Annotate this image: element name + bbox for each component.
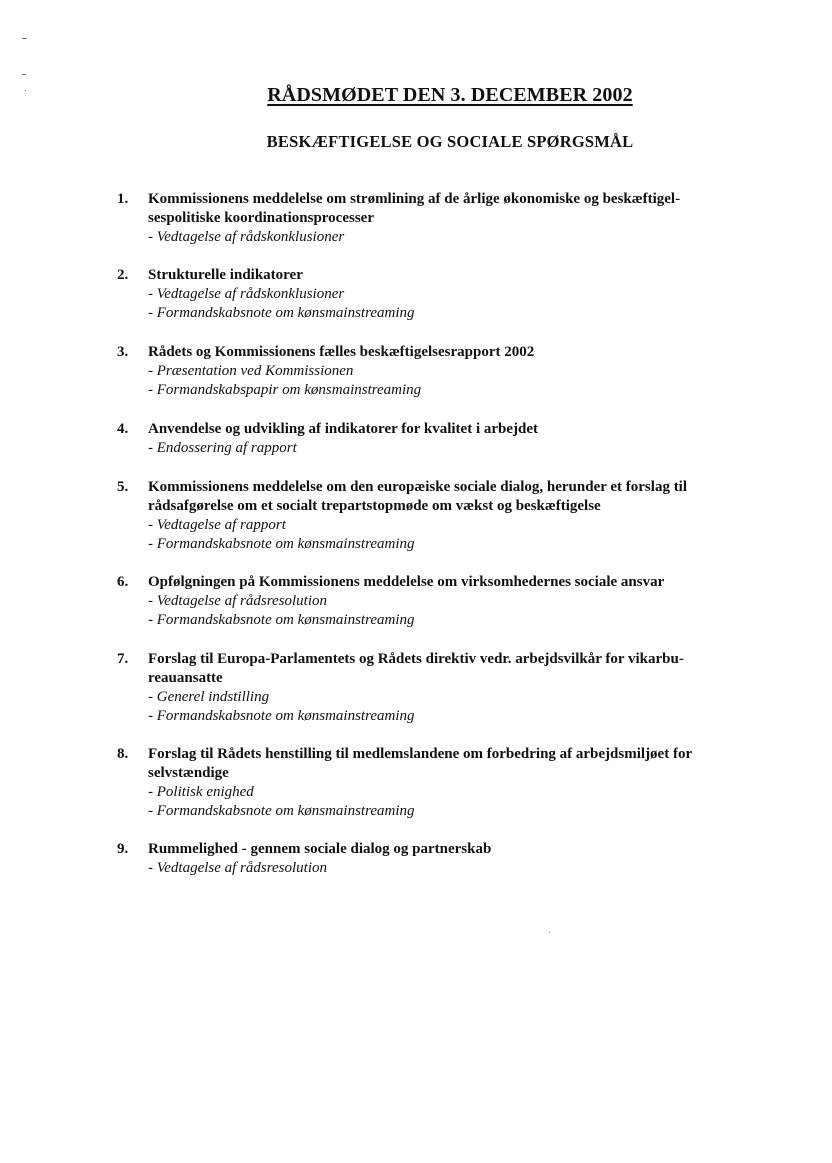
item-action: - Formandskabspapir om kønsmainstreaming	[148, 382, 422, 398]
item-action: - Vedtagelse af rapport	[148, 517, 286, 533]
item-number: 4.	[117, 421, 129, 437]
item-number: 9.	[117, 841, 129, 857]
item-action: - Generel indstilling	[148, 689, 270, 705]
item-number: 8.	[117, 746, 129, 762]
document-title: RÅDSMØDET DEN 3. DECEMBER 2002	[267, 84, 633, 106]
item-action: - Formandskabsnote om kønsmainstreaming	[148, 536, 415, 552]
item-title	[148, 573, 748, 592]
item-action: - Præsentation ved Kommissionen	[148, 363, 354, 379]
item-number: 7.	[117, 651, 129, 667]
item-title	[148, 420, 748, 439]
item-title-line: Forslag til Rådets henstilling til medlemslandene om forbedring af arbejdsmiljøet for	[148, 746, 693, 762]
item-body	[148, 420, 748, 458]
item-title	[148, 266, 748, 285]
item-body	[148, 745, 748, 821]
item-action: - Formandskabsnote om kønsmainstreaming	[148, 612, 415, 628]
item-action: - Vedtagelse af rådsresolution	[148, 593, 328, 609]
item-title-line: reauansatte	[148, 670, 223, 686]
item-title	[148, 745, 748, 783]
item-body	[148, 478, 748, 554]
item-body	[148, 840, 748, 878]
item-action: - Vedtagelse af rådskonklusioner	[148, 229, 345, 245]
scan-speck	[22, 38, 27, 39]
item-action: - Endossering af rapport	[148, 440, 297, 456]
item-action: - Vedtagelse af rådskonklusioner	[148, 286, 345, 302]
document-subtitle: BESKÆFTIGELSE OG SOCIALE SPØRGSMÅL	[266, 132, 634, 151]
item-body	[148, 266, 748, 323]
item-body	[148, 650, 748, 726]
item-action: - Formandskabsnote om kønsmainstreaming	[148, 305, 415, 321]
scan-speck	[22, 74, 26, 75]
item-title-line: Kommissionens meddelelse om strømlining af de årlige økonomiske og beskæftigel-	[148, 191, 681, 207]
item-title-line: sespolitiske koordinationsprocesser	[148, 210, 374, 226]
item-title	[148, 840, 748, 859]
item-title	[148, 190, 748, 228]
item-action: - Formandskabsnote om kønsmainstreaming	[148, 803, 415, 819]
item-title-line: selvstændige	[148, 765, 229, 781]
item-title-line: rådsafgørelse om et socialt trepartstopmøde om vækst og beskæftigelse	[148, 498, 601, 514]
item-number: 1.	[117, 191, 129, 207]
item-title	[148, 650, 748, 688]
scan-speck	[549, 932, 550, 933]
item-number: 3.	[117, 344, 129, 360]
item-action: - Politisk enighed	[148, 784, 254, 800]
item-action: - Formandskabsnote om kønsmainstreaming	[148, 708, 415, 724]
item-title-line: Strukturelle indikatorer	[148, 267, 303, 283]
item-body	[148, 573, 748, 630]
item-action: - Vedtagelse af rådsresolution	[148, 860, 328, 876]
item-title-line: Kommissionens meddelelse om den europæiske sociale dialog, herunder et forslag til	[148, 479, 688, 495]
item-title-line: Opfølgningen på Kommissionens meddelelse om virksomhedernes sociale ansvar	[148, 574, 665, 590]
item-title-line: Rummelighed - gennem sociale dialog og partnerskab	[148, 841, 492, 857]
item-title-line: Forslag til Europa-Parlamentets og Rådets direktiv vedr. arbejdsvilkår for vikarbu-	[148, 651, 684, 667]
item-title-line: Rådets og Kommissionens fælles beskæftigelsesrapport 2002	[148, 344, 535, 360]
item-body	[148, 343, 748, 400]
item-title-line: Anvendelse og udvikling af indikatorer for kvalitet i arbejdet	[148, 421, 539, 437]
item-title	[148, 343, 748, 362]
item-number: 2.	[117, 267, 129, 283]
item-body	[148, 190, 748, 247]
item-number: 6.	[117, 574, 129, 590]
item-number: 5.	[117, 479, 129, 495]
item-title	[148, 478, 748, 516]
